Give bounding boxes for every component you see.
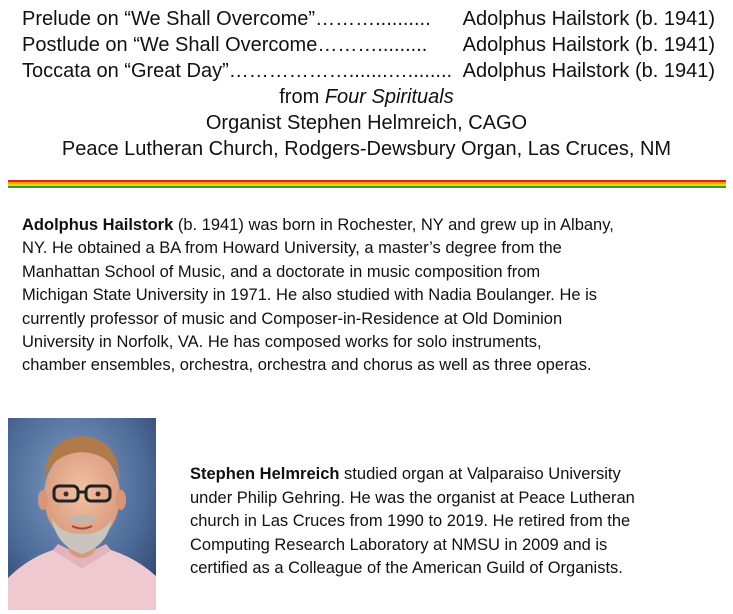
bio-line: Manhattan School of Music, and a doctorate in music composition from [22,262,541,281]
program-item [0,58,733,84]
bio-line: NY. He obtained a BA from Howard University, a master’s degree from the [22,239,562,258]
piece-title: Prelude on “We Shall Overcome”……….......... [22,8,431,30]
program-item [0,6,733,32]
piece-composer: Adolphus Hailstork (b. 1941) [462,34,715,56]
color-divider [8,180,726,188]
bio-name: Stephen Helmreich [190,465,340,483]
bio-line [22,214,722,237]
bio-line: church in Las Cruces from 1990 to 2019. He retired from the [190,512,631,530]
source-prefix: from [279,86,325,108]
bio-line: University in Norfolk, VA. He has composed works for solo instruments, [22,333,542,352]
organist-line: Organist Stephen Helmreich, CAGO [205,112,528,134]
bio-text: studied organ at Valparaiso University [339,465,621,483]
bio-line: certified as a Colleague of the American Guild of Organists. [190,559,623,577]
piece-title: Postlude on “We Shall Overcome………......... [22,34,428,56]
bio-text: (b. 1941) was born in Rochester, NY and grew up in Albany, [173,216,614,234]
piece-title: Toccata on “Great Day”……………….......…........ [22,60,453,82]
piece-composer: Adolphus Hailstork (b. 1941) [462,60,715,82]
program-item [0,32,733,58]
hailstork-bio [22,214,722,378]
bio-name: Adolphus Hailstork [22,216,174,234]
bio-line: chamber ensembles, orchestra, orchestra and chorus as well as three operas. [22,356,592,375]
divider-stripe-green [8,186,726,188]
bio-line: Computing Research Laboratory at NMSU in 2009 and is [190,535,608,554]
helmreich-bio [190,463,730,581]
bio-line [190,463,730,487]
bio-line: currently professor of music and Composer-in-Residence at Old Dominion [22,309,563,328]
source-title: Four Spirituals [324,86,454,108]
venue-line: Peace Lutheran Church, Rodgers-Dewsbury Organ, Las Cruces, NM [61,138,672,160]
bio-line: Michigan State University in 1971. He also studied with Nadia Boulanger. He is [22,286,598,305]
source-line [0,84,733,110]
piece-composer: Adolphus Hailstork (b. 1941) [462,8,715,30]
program-listing [0,6,733,162]
organist-portrait [8,418,156,610]
bio-line: under Philip Gehring. He was the organist at Peace Lutheran [190,488,635,507]
